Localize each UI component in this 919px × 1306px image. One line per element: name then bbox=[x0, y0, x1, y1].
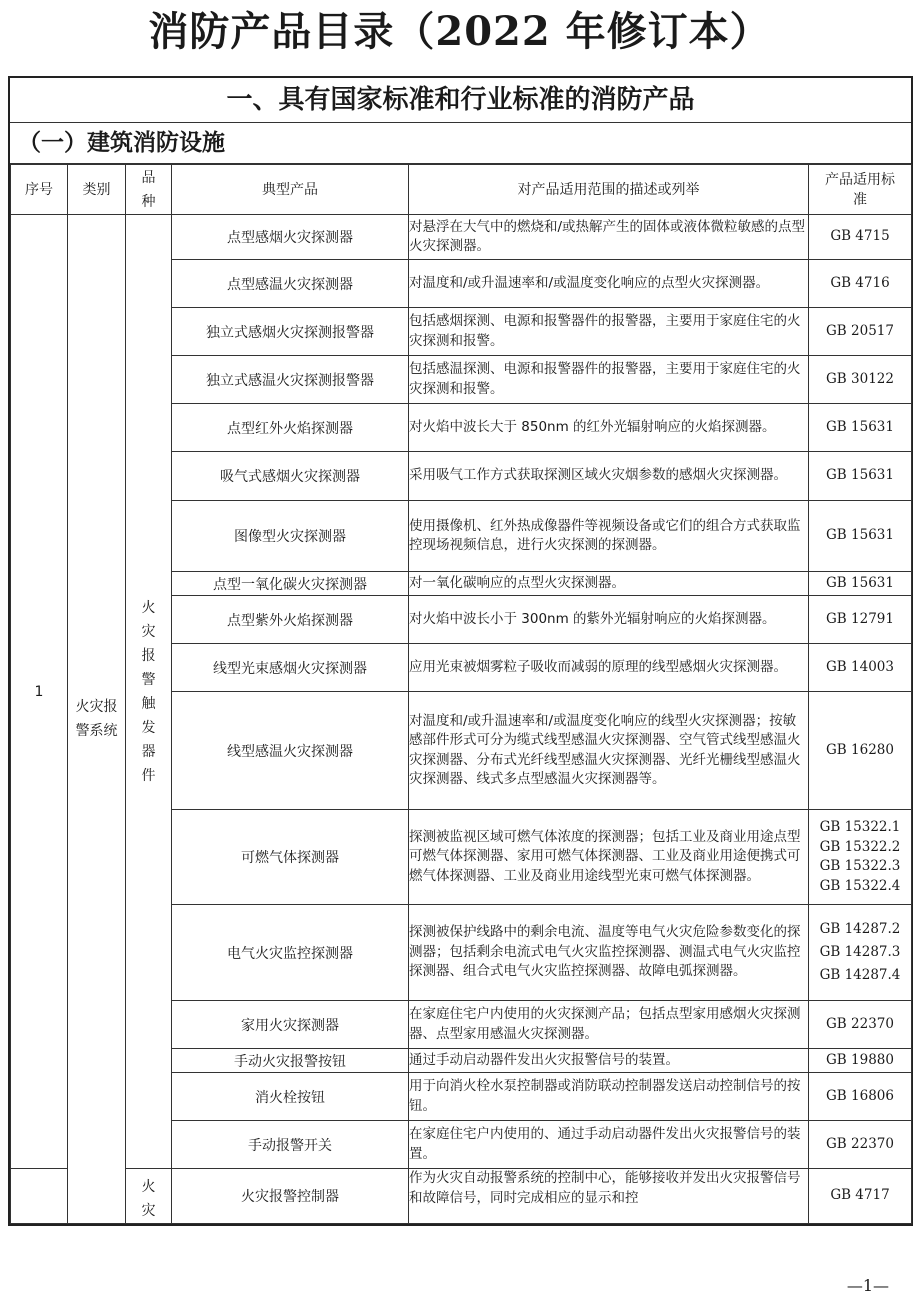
product-standard: GB 15322.1 GB 15322.2 GB 15322.3 GB 15322.4 bbox=[809, 810, 912, 905]
product-standard: GB 19880 bbox=[809, 1049, 912, 1073]
product-name: 可燃气体探测器 bbox=[172, 810, 409, 905]
product-standard: GB 16280 bbox=[809, 692, 912, 810]
product-standard: GB 30122 bbox=[809, 356, 912, 404]
product-standard: GB 20517 bbox=[809, 308, 912, 356]
product-description: 包括感温探测、电源和报警器件的报警器，主要用于家庭住宅的火灾探测和报警。 bbox=[409, 356, 809, 404]
category-cell: 火灾报警系统 bbox=[68, 215, 126, 1224]
product-name: 手动火灾报警按钮 bbox=[172, 1049, 409, 1073]
product-name: 消火栓按钮 bbox=[172, 1073, 409, 1121]
subsection-title: （一）建筑消防设施 bbox=[10, 123, 911, 164]
product-name: 线型感温火灾探测器 bbox=[172, 692, 409, 810]
product-standard: GB 22370 bbox=[809, 1121, 912, 1169]
row-number-continued bbox=[11, 1169, 68, 1224]
row-number: 1 bbox=[11, 215, 68, 1169]
header-row bbox=[11, 165, 912, 215]
product-name: 火灾报警控制器 bbox=[172, 1169, 409, 1224]
product-name: 家用火灾探测器 bbox=[172, 1001, 409, 1049]
product-standard: GB 14003 bbox=[809, 644, 912, 692]
table-row bbox=[11, 1169, 912, 1224]
product-description: 应用光束被烟雾粒子吸收而减弱的原理的线型感烟火灾探测器。 bbox=[409, 644, 809, 692]
product-description: 采用吸气工作方式获取探测区域火灾烟参数的感烟火灾探测器。 bbox=[409, 452, 809, 501]
product-description: 对一氧化碳响应的点型火灾探测器。 bbox=[409, 572, 809, 596]
product-standard: GB 15631 bbox=[809, 404, 912, 452]
product-description: 探测被保护线路中的剩余电流、温度等电气火灾危险参数变化的探测器；包括剩余电流式电气火灾监控探测器、测温式电气火灾监控探测器、组合式电气火灾监控探测器、故障电弧探测器。 bbox=[409, 905, 809, 1001]
product-name: 独立式感烟火灾探测报警器 bbox=[172, 308, 409, 356]
product-name: 点型红外火焰探测器 bbox=[172, 404, 409, 452]
product-standard: GB 4717 bbox=[809, 1169, 912, 1224]
header-variety: 品种 bbox=[126, 165, 172, 215]
product-name: 图像型火灾探测器 bbox=[172, 501, 409, 572]
product-description: 在家庭住宅户内使用的、通过手动启动器件发出火灾报警信号的装置。 bbox=[409, 1121, 809, 1169]
product-description: 对温度和/或升温速率和/或温度变化响应的点型火灾探测器。 bbox=[409, 260, 809, 308]
header-product: 典型产品 bbox=[172, 165, 409, 215]
header-description: 对产品适用范围的描述或列举 bbox=[409, 165, 809, 215]
product-name: 手动报警开关 bbox=[172, 1121, 409, 1169]
catalog-table-frame bbox=[8, 76, 913, 1226]
product-standard: GB 15631 bbox=[809, 501, 912, 572]
product-name: 点型感烟火灾探测器 bbox=[172, 215, 409, 260]
product-standard: GB 15631 bbox=[809, 452, 912, 501]
product-name: 线型光束感烟火灾探测器 bbox=[172, 644, 409, 692]
variety-cell-trigger-devices: 火灾报警触发器件 bbox=[126, 215, 172, 1169]
product-description: 对火焰中波长小于 300nm 的紫外光辐射响应的火焰探测器。 bbox=[409, 596, 809, 644]
product-description: 对火焰中波长大于 850nm 的红外光辐射响应的火焰探测器。 bbox=[409, 404, 809, 452]
header-no: 序号 bbox=[11, 165, 68, 215]
section-title: 一、具有国家标准和行业标准的消防产品 bbox=[10, 78, 911, 123]
product-description: 在家庭住宅户内使用的火灾探测产品；包括点型家用感烟火灾探测器、点型家用感温火灾探测器。 bbox=[409, 1001, 809, 1049]
product-name: 电气火灾监控探测器 bbox=[172, 905, 409, 1001]
product-standard: GB 15631 bbox=[809, 572, 912, 596]
product-table bbox=[10, 164, 912, 1224]
product-standard: GB 16806 bbox=[809, 1073, 912, 1121]
header-standard: 产品适用标准 bbox=[809, 165, 912, 215]
product-standard: GB 22370 bbox=[809, 1001, 912, 1049]
product-name: 吸气式感烟火灾探测器 bbox=[172, 452, 409, 501]
product-name: 点型一氧化碳火灾探测器 bbox=[172, 572, 409, 596]
product-description: 使用摄像机、红外热成像器件等视频设备或它们的组合方式获取监控现场视频信息，进行火灾探测的探测器。 bbox=[409, 501, 809, 572]
product-name: 点型紫外火焰探测器 bbox=[172, 596, 409, 644]
page-number: —1— bbox=[846, 1276, 889, 1295]
product-description: 对温度和/或升温速率和/或温度变化响应的线型火灾探测器；按敏感部件形式可分为缆式线型感温火灾探测器、空气管式线型感温火灾探测器、分布式光纤线型感温火灾探测器、光纤光栅线型感温火灾探测器、线式多点型感温火灾探测器等。 bbox=[409, 692, 809, 810]
product-name: 点型感温火灾探测器 bbox=[172, 260, 409, 308]
product-standard: GB 14287.2 GB 14287.3 GB 14287.4 bbox=[809, 905, 912, 1001]
product-standard: GB 4716 bbox=[809, 260, 912, 308]
product-standard: GB 12791 bbox=[809, 596, 912, 644]
header-category: 类别 bbox=[68, 165, 126, 215]
product-standard: GB 4715 bbox=[809, 215, 912, 260]
product-name: 独立式感温火灾探测报警器 bbox=[172, 356, 409, 404]
product-description: 探测被监视区域可燃气体浓度的探测器；包括工业及商业用途点型可燃气体探测器、家用可燃气体探测器、工业及商业用途便携式可燃气体探测器、工业及商业用途线型光束可燃气体探测器。 bbox=[409, 810, 809, 905]
table-row bbox=[11, 215, 912, 260]
document-title: 消防产品目录（2022 年修订本） bbox=[148, 8, 771, 55]
product-description: 作为火灾自动报警系统的控制中心，能够接收并发出火灾报警信号和故障信号，同时完成相应的显示和控 bbox=[409, 1169, 809, 1224]
variety-cell-controller: 火灾 bbox=[126, 1169, 172, 1224]
product-description: 包括感烟探测、电源和报警器件的报警器，主要用于家庭住宅的火灾探测和报警。 bbox=[409, 308, 809, 356]
product-description: 用于向消火栓水泵控制器或消防联动控制器发送启动控制信号的按钮。 bbox=[409, 1073, 809, 1121]
product-description: 通过手动启动器件发出火灾报警信号的装置。 bbox=[409, 1049, 809, 1073]
product-description: 对悬浮在大气中的燃烧和/或热解产生的固体或液体微粒敏感的点型火灾探测器。 bbox=[409, 215, 809, 260]
